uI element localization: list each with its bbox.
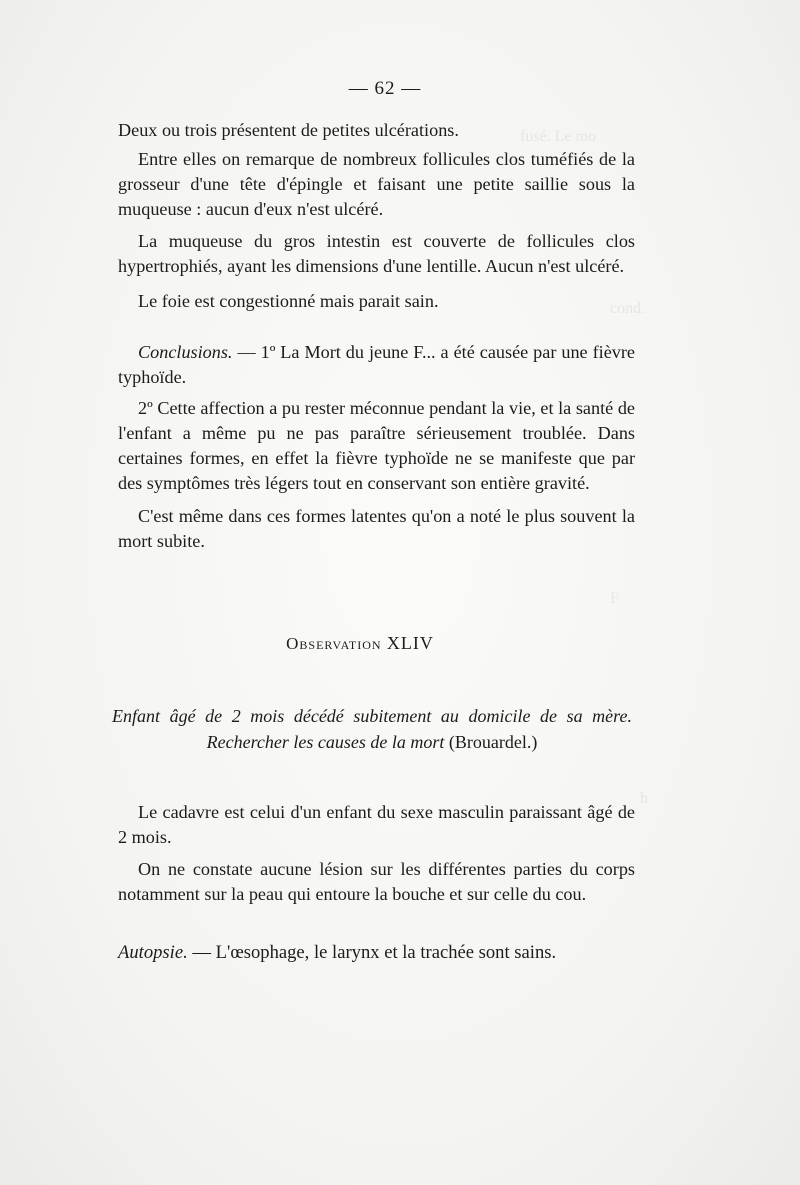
- paragraph: C'est même dans ces formes latentes qu'on a noté le plus souvent la mort subite.: [118, 506, 635, 551]
- autopsie-text: — L'œsophage, le larynx et la trachée sont sains.: [192, 942, 557, 963]
- paragraph: On ne constate aucune lésion sur les différentes parties du corps notamment sur la peau qui entoure la bouche et sur celle du cou.: [118, 859, 635, 904]
- conclusions-block: [118, 340, 635, 554]
- show-through-text: fusé. Le mo: [520, 128, 596, 145]
- paragraph: Deux ou trois présentent de petites ulcérations.: [118, 120, 459, 140]
- conclusions-first: — 1º La Mort du jeune F... a été causée par une fièvre typhoïde.: [118, 342, 636, 387]
- show-through-text: cond.: [610, 300, 646, 317]
- paragraph: Entre elles on remarque de nombreux follicules clos tuméfiés de la grosseur d'une tête d'épingle et faisant une petite saillie sous la muqueuse : aucun d'eux n'est ulcéré.: [118, 149, 635, 219]
- paragraph: La muqueuse du gros intestin est couverte de follicules clos hypertrophiés, ayant les dimensions d'une lentille. Aucun n'est ulcéré.: [118, 231, 635, 276]
- paragraph: Le cadavre est celui d'un enfant du sexe masculin paraissant âgé de 2 mois.: [118, 802, 635, 847]
- autopsie-paragraph: [118, 940, 635, 965]
- observation-label: Observation: [286, 634, 382, 653]
- observation-title: [0, 633, 720, 654]
- subtitle-line-2: [112, 729, 632, 755]
- body-text-block: [118, 800, 635, 907]
- subtitle-line-1: Enfant âgé de 2 mois décédé subitement au domicile de sa mère.: [112, 706, 632, 726]
- observation-number: XLIV: [386, 633, 434, 653]
- observation-subtitle: [112, 703, 632, 755]
- autopsie-heading: Autopsie.: [118, 942, 188, 963]
- subtitle-author: (Brouardel.): [448, 732, 538, 752]
- conclusions-paragraph: [118, 340, 635, 390]
- subtitle-line-2-italic: Rechercher les causes de la mort: [206, 732, 445, 752]
- top-text-block: [118, 118, 635, 314]
- paragraph: Le foie est congestionné mais parait sain.: [138, 291, 439, 311]
- paragraph: 2º Cette affection a pu rester méconnue pendant la vie, et la santé de l'enfant a même pu ne pas paraître sérieusement troublée. Dans certaines formes, en effet la fièvre typhoïde ne se manifeste que par des symptômes très légers tout en conservant son entière gravité.: [118, 398, 635, 493]
- conclusions-heading: Conclusions.: [138, 342, 233, 362]
- autopsie-block: [118, 940, 635, 965]
- page-number: — 62 —: [348, 78, 422, 99]
- show-through-text: F: [610, 590, 619, 607]
- show-through-text: h: [640, 790, 648, 807]
